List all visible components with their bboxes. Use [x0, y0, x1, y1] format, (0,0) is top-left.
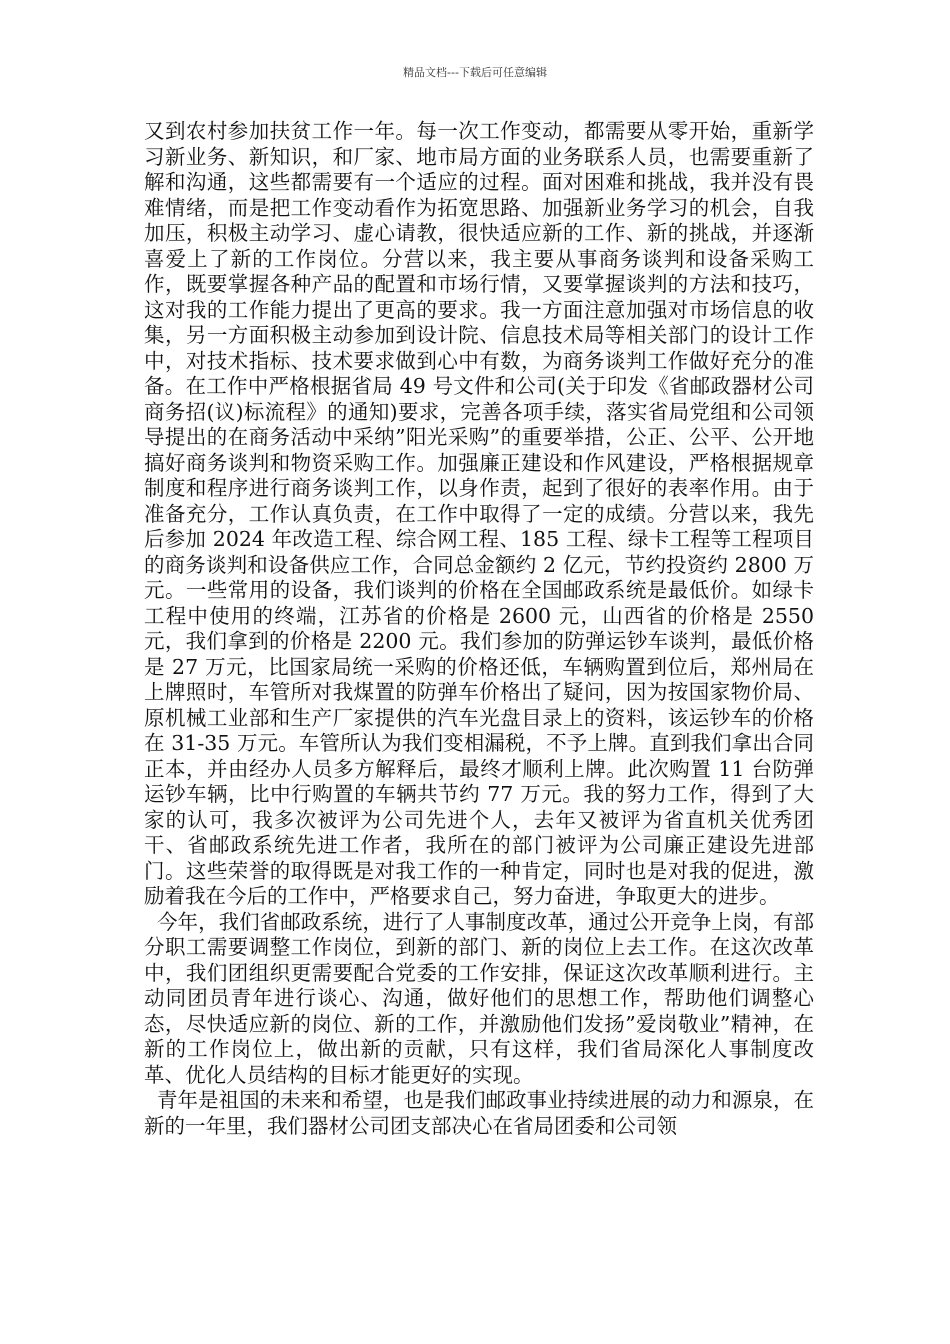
paragraph-personnel-reform: 今年，我们省邮政系统，进行了人事制度改革，通过公开竞争上岗，有部分职工需要调整工作岗位，到新的部门、新的岗位上去工作。在这次改革中，我们团组织更需要配合党委的工作安排，保证这次改革顺利进行。主动同团员青年进行谈心、沟通，做好他们的思想工作，帮助他们调整心态，尽快适应新的岗位、新的工作，并激励他们发扬”爱岗敬业”精神，在新的工作岗位上，做出新的贡献，只有这样，我们省局深化人事制度改革、优化人员结构的目标才能更好的实现。	[144, 909, 814, 1087]
paragraph-youth-future: 青年是祖国的未来和希望，也是我们邮政事业持续进展的动力和源泉，在新的一年里，我们器材公司团支部决心在省局团委和公司领	[144, 1088, 814, 1138]
document-body	[144, 119, 814, 1139]
page-header: 精品文档---下载后可任意编辑	[403, 66, 547, 79]
paragraph-work-experience: 又到农村参加扶贫工作一年。每一次工作变动，都需要从零开始，重新学习新业务、新知识，和厂家、地市局方面的业务联系人员，也需要重新了解和沟通，这些都需要有一个适应的过程。面对困难和挑战，我并没有畏难情绪，而是把工作变动看作为拓宽思路、加强新业务学习的机会，自我加压，积极主动学习、虚心请教，很快适应新的工作、新的挑战，并逐渐喜爱上了新的工作岗位。分营以来，我主要从事商务谈判和设备采购工作，既要掌握各种产品的配置和市场行情，又要掌握谈判的方法和技巧，这对我的工作能力提出了更高的要求。我一方面注意加强对市场信息的收集，另一方面积极主动参加到设计院、信息技术局等相关部门的设计工作中，对技术指标、技术要求做到心中有数，为商务谈判工作做好充分的准备。在工作中严格根据省局 49 号文件和公司(关于印发《省邮政器材公司商务招(议)标流程》的通知)要求，完善各项手续，落实省局党组和公司领导提出的在商务活动中采纳”阳光采购”的重要举措，公正、公平、公开地搞好商务谈判和物资采购工作。加强廉正建设和作风建设，严格根据规章制度和程序进行商务谈判工作，以身作责，起到了很好的表率作用。由于准备充分，工作认真负责，在工作中取得了一定的成绩。分营以来，我先后参加 2024 年改造工程、综合网工程、185 工程、绿卡工程等工程项目的商务谈判和设备供应工作，合同总金额约 2 亿元，节约投资约 2800 万元。一些常用的设备，我们谈判的价格在全国邮政系统是最低价。如绿卡工程中使用的终端，江苏省的价格是 2600 元，山西省的价格是 2550 元，我们拿到的价格是 2200 元。我们参加的防弹运钞车谈判，最低价格是 27 万元，比国家局统一采购的价格还低，车辆购置到位后，郑州局在上牌照时，车管所对我煤置的防弹车价格出了疑问，因为按国家物价局、原机械工业部和生产厂家提供的汽车光盘目录上的资料，该运钞车的价格在 31-35 万元。车管所认为我们变相漏税，不予上牌。直到我们拿出合同正本，并由经办人员多方解释后，最终才顺利上牌。此次购置 11 台防弹运钞车辆，比中行购置的车辆共节约 77 万元。我的努力工作，得到了大家的认可，我多次被评为公司先进个人，去年又被评为省直机关优秀团干、省邮政系统先进工作者，我所在的部门被评为公司廉正建设先进部门。这些荣誉的取得既是对我工作的一种肯定，同时也是对我的促进，激励着我在今后的工作中，严格要求自己，努力奋进，争取更大的进步。	[144, 119, 814, 908]
